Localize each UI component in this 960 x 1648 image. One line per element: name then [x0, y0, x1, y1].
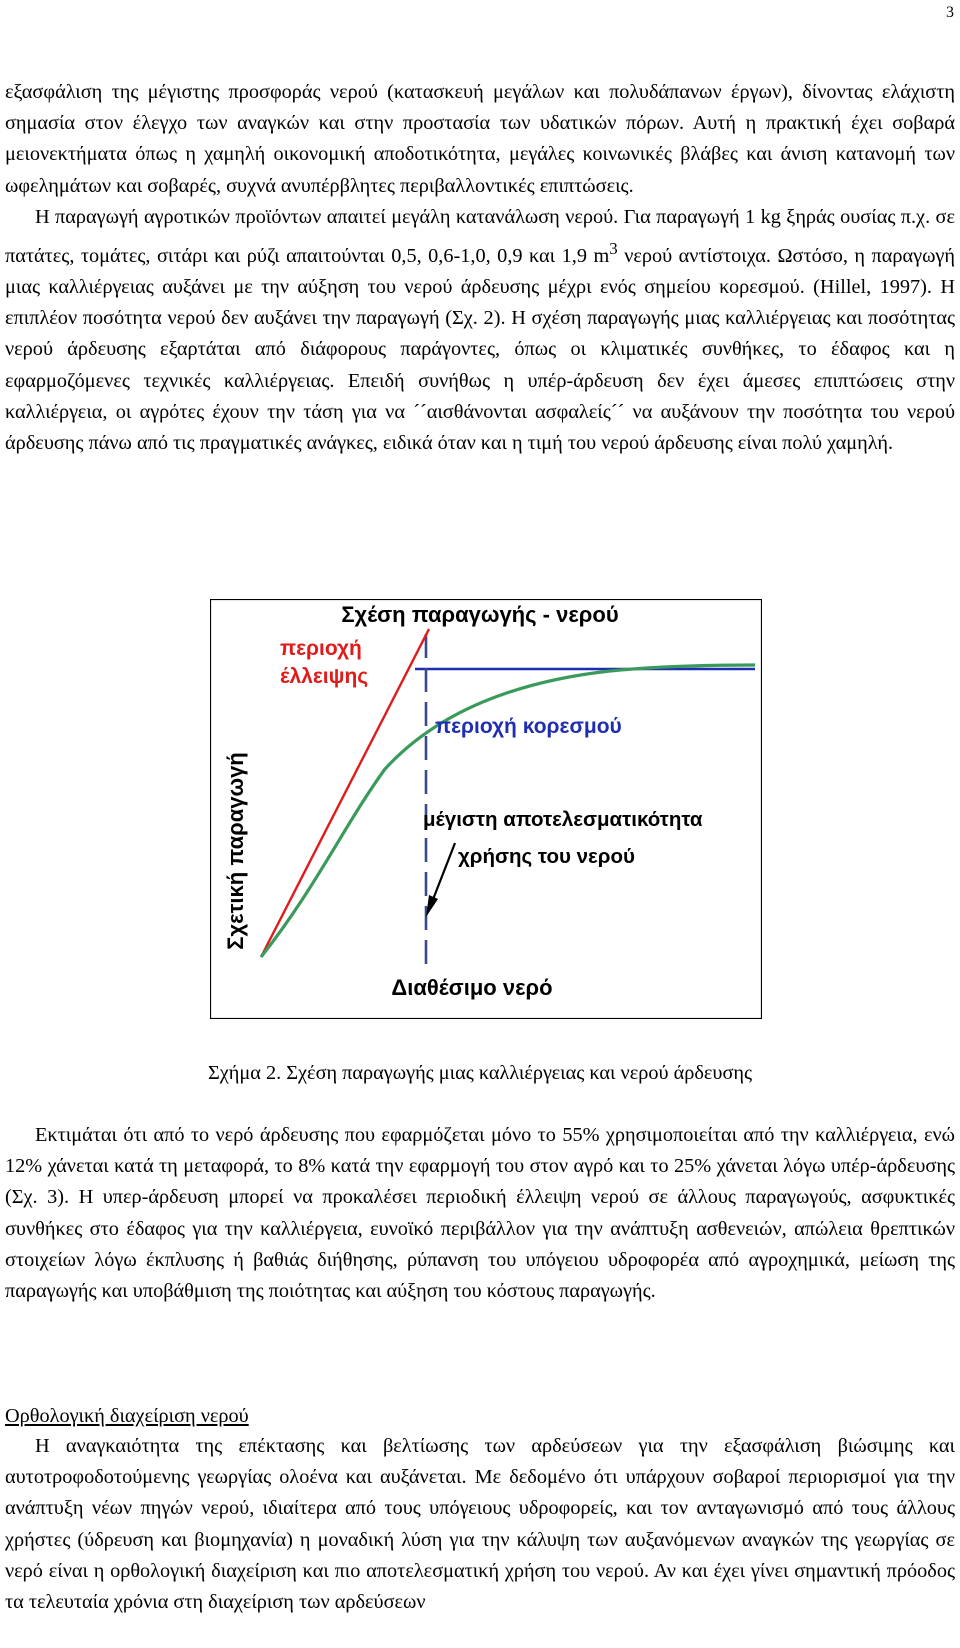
efficiency-label: χρήσης του νερού: [458, 845, 635, 868]
paragraph-part: νερού αντίστοιχα. Ωστόσο, η παραγωγή μιας καλλιέργειας αυξάνει με την αύξηση του νερού άρδευσης μέχρι ενός σημείου κορεσμού. (Hillel, 1997). Η επιπλέον ποσότητα νερού δεν αυξάνει την παραγωγή (Σχ. 2). Η σχέση παραγωγής μιας καλλιέργειας και ποσότητας νερού άρδευσης εξαρτάται από διάφορους παράγοντες, όπως οι κλιματικές συνθήκες, το έδαφος και η εφαρμοζόμενες τεχνικές καλλιέργειας. Επειδή συνήθως η υπέρ-άρδευση δεν έχει άμεσες επιπτώσεις στην καλλιέργεια, οι αγρότες έχουν την τάση για να ´´αισθάνονται ασφαλείς´´ να αυξάνουν την ποσότητα του νερού άρδευσης πάνω από τις πραγματικές ανάγκες, ειδικά όταν και η τιμή του νερού άρδευσης είναι πολύ χαμηλή.: [5, 244, 955, 454]
figure-xlabel: Διαθέσιμο νερό: [391, 975, 553, 1000]
section-text: [5, 1431, 955, 1618]
paragraph-rational-management: Η αναγκαιότητα της επέκτασης και βελτίωσης των αρδεύσεων για την εξασφάλιση βιώσιμης και αυτοτροφοδοτούμενης γεωργίας ολοένα και αυξάνεται. Με δεδομένο ότι υπάρχουν σοβαροί περιορισμοί για την ανάπτυξη νέων πηγών νερού, ιδιαίτερα από τους υπόγειους υδροφορείς, και τον ανταγωνισμό από τους άλλους χρήστες (ύδρευση και βιομηχανία) η μοναδική λύση για την κάλυψη των αυξανόμενων αναγκών της γεωργίας σε νερό είναι η ορθολογική διαχείριση και πιο αποτελεσματική χρήση του νερού. Αν και έχει γίνει σημαντική πρόοδος τα τελευταία χρόνια στη διαχείριση των αρδεύσεων: [5, 1435, 955, 1614]
deficit-region-label: περιοχή: [280, 637, 362, 660]
paragraph-losses: Εκτιμάται ότι από το νερό άρδευσης που εφαρμόζεται μόνο το 55% χρησιμοποιείται από την καλλιέργεια, ενώ 12% χάνεται κατά τη μεταφορά, το 8% κατά την εφαρμογή του στον αγρό και το 25% χάνεται λόγω υπέρ-άρδευσης (Σχ. 3). Η υπερ-άρδευση μπορεί να προκαλέσει περιοδική έλλειψη νερού σε άλλους παραγωγούς, ασφυκτικές συνθήκες στο έδαφος για την καλλιέργεια, ευνοϊκό περιβάλλον για την ανάπτυξη ασθενειών, απώλεια θρεπτικών στοιχείων λόγω έκπλυσης ή βαθιάς διήθησης, ρύπανση του υπόγειου υδροφορέα από αγροχημικά, μείωση της παραγωγής και υποβάθμιση της ποιότητας και αύξηση του κόστους παραγωγής.: [5, 1124, 955, 1303]
superscript: 3: [609, 239, 618, 259]
paragraph-water-consumption: [5, 202, 955, 459]
page-number: 3: [946, 4, 954, 21]
efficiency-label: μέγιστη αποτελεσματικότητα: [423, 808, 703, 831]
figure-yield-water: [210, 599, 960, 1019]
deficit-region-label: έλλειψης: [280, 665, 369, 688]
section-heading: Ορθολογική διαχείριση νερού: [5, 1405, 249, 1427]
figure-caption: Σχήμα 2. Σχέση παραγωγής μιας καλλιέργειας και νερού άρδευσης: [207, 1062, 753, 1084]
top-text: [5, 77, 955, 459]
figure-svg: [210, 599, 762, 1019]
middle-text: [5, 1120, 955, 1307]
figure-title: Σχέση παραγωγής - νερού: [341, 602, 619, 627]
saturation-region-label: περιοχή κορεσμού: [435, 715, 622, 738]
paragraph-intro: εξασφάλιση της μέγιστης προσφοράς νερού (κατασκευή μεγάλων και πολυδάπανων έργων), δίνοντας ελάχιστη σημασία στον έλεγχο των αναγκών και στην προστασία των υδατικών πόρων. Αυτή η πρακτική έχει σοβαρά μειονεκτήματα όπως η χαμηλή οικονομική αποδοτικότητα, μεγάλες κοινωνικές βλάβες και άνιση κατανομή των ωφελημάτων και σοβαρές, συχνά ανυπέρβλητες περιβαλλοντικές επιπτώσεις.: [5, 81, 955, 197]
paragraph-part: Η παραγωγή αγροτικών προϊόντων απαιτεί μεγάλη κατανάλωση νερού. Για παραγωγή 1 kg ξηράς ουσίας π.χ. σε πατάτες, τομάτες, σιτάρι και ρύζι απαιτούνται 0,5, 0,6-1,0, 0,9 και 1,9 m: [5, 205, 955, 267]
figure-ylabel: Σχετική παραγωγή: [223, 752, 248, 950]
